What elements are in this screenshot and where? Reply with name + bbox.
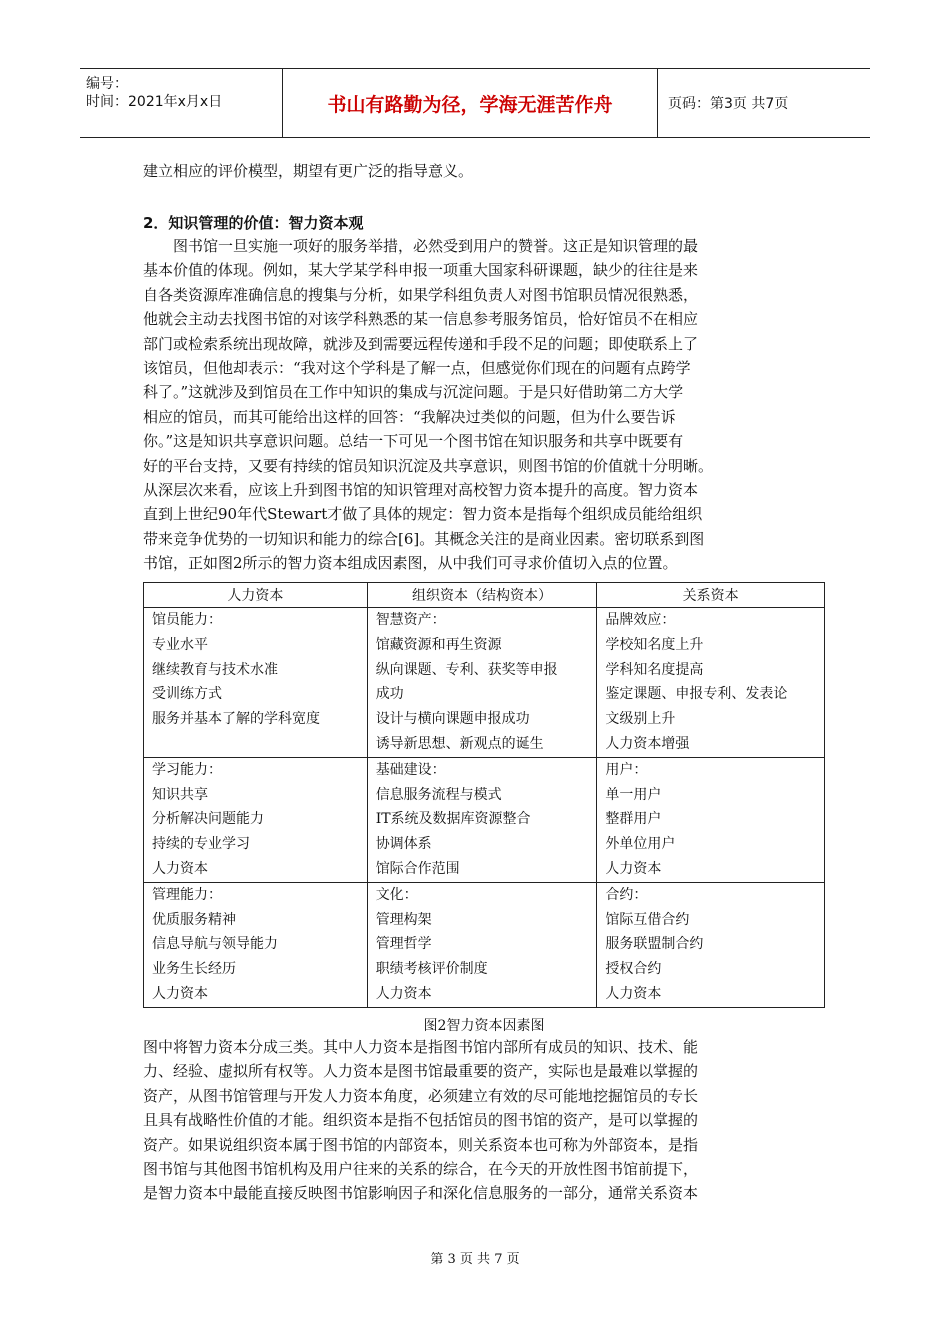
paragraph-line: 好的平台支持，又要有持续的馆员知识沉淀及共享意识，则图书馆的价值就十分明晰。 [143, 456, 714, 475]
cell-item: 信息服务流程与模式 [375, 786, 502, 803]
paragraph-line: 资产。如果说组织资本属于图书馆的内部资本，则关系资本也可称为外部资本，是指 [143, 1135, 699, 1154]
cell-item: 诱导新思想、新观点的诞生 [375, 735, 544, 752]
paragraph-line: 从深层次来看，应该上升到图书馆的知识管理对高校智力资本提升的高度。智力资本 [143, 481, 699, 499]
figure-caption: 图2智力资本因素图 [423, 1018, 545, 1034]
cell-item: 授权合约 [605, 961, 662, 978]
header-meta [80, 69, 282, 137]
human-capital-cell [144, 757, 368, 882]
cell-item: 人力资本 [152, 860, 208, 877]
page-footer: 第 3 页 共 7 页 [430, 1252, 520, 1267]
cell-item: 专业水平 [152, 636, 208, 653]
paragraph-line: 图书馆一旦实施一项好的服务举措，必然受到用户的赞誉。这正是知识管理的最 [143, 237, 699, 255]
organizational-capital-cell [367, 757, 597, 882]
paragraph-line: 直到上世纪90年代Stewart才做了具体的规定：智力资本是指每个组织成员能给组织 [143, 505, 703, 524]
paragraph-line: 图书馆与其他图书馆机构及用户往来的关系的综合，在今天的开放性图书馆前提下， [143, 1160, 699, 1178]
cell-item: 服务并基本了解的学科宽度 [152, 711, 320, 728]
header-page-cell [656, 69, 870, 137]
paragraph-line: 该馆员，但他却表示：“我对这个学科是了解一点，但感觉你们现在的问题有点跨学 [143, 359, 691, 377]
cell-item: 管理哲学 [375, 936, 432, 953]
cell-item: 管理构架 [375, 911, 432, 928]
cell-item: IT系统及数据库资源整合 [375, 811, 531, 828]
header-human-capital: 人力资本 [144, 583, 368, 608]
table-row [144, 757, 825, 882]
paragraph-line: 基本价值的体现。例如，某大学某学科申报一项重大国家科研课题，缺少的往往是来 [143, 261, 699, 280]
cell-item: 服务联盟制合约 [605, 936, 704, 953]
cell-item: 人力资本 [605, 985, 662, 1002]
cell-heading: 文化： [375, 886, 418, 903]
cell-item: 整群用户 [605, 811, 662, 828]
cell-item: 人力资本 [605, 860, 662, 877]
page-header [80, 68, 870, 138]
cell-item: 知识共享 [152, 786, 208, 803]
intro-line: 建立相应的评价模型，期望有更广泛的指导意义。 [143, 162, 474, 180]
cell-item: 持续的专业学习 [152, 836, 250, 853]
paragraph-line: 部门或检索系统出现故障，就涉及到需要远程传递和手段不足的问题；即使联系上了 [143, 334, 699, 353]
paragraph-line: 他就会主动去找图书馆的对该学科熟悉的某一信息参考服务馆员，恰好馆员不在相应 [143, 310, 699, 329]
cell-item: 鉴定课题、申报专利、发表论 [605, 686, 788, 703]
paragraph-line: 是智力资本中最能直接反映图书馆影响因子和深化信息服务的一部分，通常关系资本 [143, 1184, 699, 1203]
cell-heading: 用户： [605, 761, 648, 778]
paragraph-line: 相应的馆员，而其可能给出这样的回答：“我解决过类似的问题，但为什么要告诉 [143, 407, 676, 426]
paragraph-line: 图中将智力资本分成三类。其中人力资本是指图书馆内部所有成员的知识、技术、能 [143, 1038, 699, 1056]
paragraph-line: 自各类资源库准确信息的搜集与分析，如果学科组负责人对图书馆职员情况很熟悉， [143, 285, 699, 304]
paragraph-line: 且具有战略性价值的才能。组织资本是指不包括馆员的图书馆的资产，是可以掌握的 [143, 1111, 699, 1130]
cell-item: 成功 [375, 686, 404, 703]
date-label: 时间：2021年x月x日 [86, 94, 223, 110]
cell-item: 业务生长经历 [152, 961, 236, 978]
organizational-capital-cell [367, 608, 597, 758]
paragraph-line: 力、经验、虚拟所有权等。人力资本是图书馆最重要的资产，实际也是最难以掌握的 [143, 1062, 699, 1081]
cell-item: 协调体系 [375, 836, 432, 853]
cell-item: 设计与横向课题申报成功 [375, 711, 530, 728]
cell-heading: 智慧资产： [375, 612, 446, 628]
paragraph-line: 书馆，正如图2所示的智力资本组成因素图，从中我们可寻求价值切入点的位置。 [143, 554, 678, 573]
cell-heading: 管理能力： [152, 886, 222, 903]
cell-item: 馆藏资源和再生资源 [375, 636, 502, 653]
cell-heading: 基础建设： [375, 761, 446, 778]
cell-item: 受训练方式 [152, 686, 222, 703]
cell-item: 信息导航与领导能力 [152, 936, 278, 953]
page-info: 页码：第3页 共7页 [668, 96, 789, 112]
serial-label: 编号： [86, 76, 128, 92]
cell-heading: 品牌效应： [605, 612, 676, 628]
relational-capital-cell [597, 757, 825, 882]
paragraph-line: 你。”这是知识共享意识问题。总结一下可见一个图书馆在知识服务和共享中既要有 [143, 432, 684, 451]
cell-item: 单一用户 [605, 786, 662, 803]
cell-heading: 馆员能力： [152, 612, 222, 628]
cell-item: 文级别上升 [605, 711, 676, 728]
cell-item: 馆际合作范围 [375, 860, 460, 877]
cell-item: 纵向课题、专利、获奖等申报 [375, 661, 558, 678]
cell-item: 人力资本 [152, 985, 208, 1002]
cell-heading: 合约： [605, 886, 648, 903]
cell-item: 学科知名度提高 [605, 661, 704, 678]
human-capital-cell [144, 608, 368, 758]
cell-item: 继续教育与技术水准 [152, 661, 278, 678]
cell-item: 人力资本 [375, 985, 432, 1002]
relational-capital-cell [597, 882, 825, 1007]
cell-item: 人力资本增强 [605, 735, 690, 752]
cell-item: 分析解决问题能力 [152, 811, 264, 828]
cell-item: 馆际互借合约 [605, 911, 690, 928]
table-header-row [144, 583, 825, 608]
human-capital-cell [144, 882, 368, 1007]
motto: 书山有路勤为径，学海无涯苦作舟 [327, 93, 613, 116]
table-row [144, 882, 825, 1007]
header-motto-cell [282, 69, 658, 137]
header-relational-capital: 关系资本 [597, 583, 825, 608]
header-organizational-capital: 组织资本（结构资本） [367, 583, 597, 608]
paragraph-line: 科了。”这就涉及到馆员在工作中知识的集成与沉淀问题。于是只好借助第二方大学 [143, 383, 684, 402]
table-row [144, 608, 825, 758]
organizational-capital-cell [367, 882, 597, 1007]
cell-item: 职绩考核评价制度 [375, 961, 488, 978]
paragraph-line: 资产，从图书馆管理与开发人力资本角度，必须建立有效的尽可能地挖掘馆员的专长 [143, 1086, 699, 1105]
section-title: 2．知识管理的价值：智力资本观 [143, 214, 364, 232]
relational-capital-cell [597, 608, 825, 758]
intellectual-capital-table [143, 582, 825, 1008]
cell-item: 学校知名度上升 [605, 636, 704, 653]
cell-item: 优质服务精神 [152, 911, 236, 928]
paragraph-line: 带来竞争优势的一切知识和能力的综合[6]。其概念关注的是商业因素。密切联系到图 [143, 529, 705, 548]
cell-heading: 学习能力： [152, 761, 222, 778]
cell-item: 外单位用户 [605, 836, 676, 853]
